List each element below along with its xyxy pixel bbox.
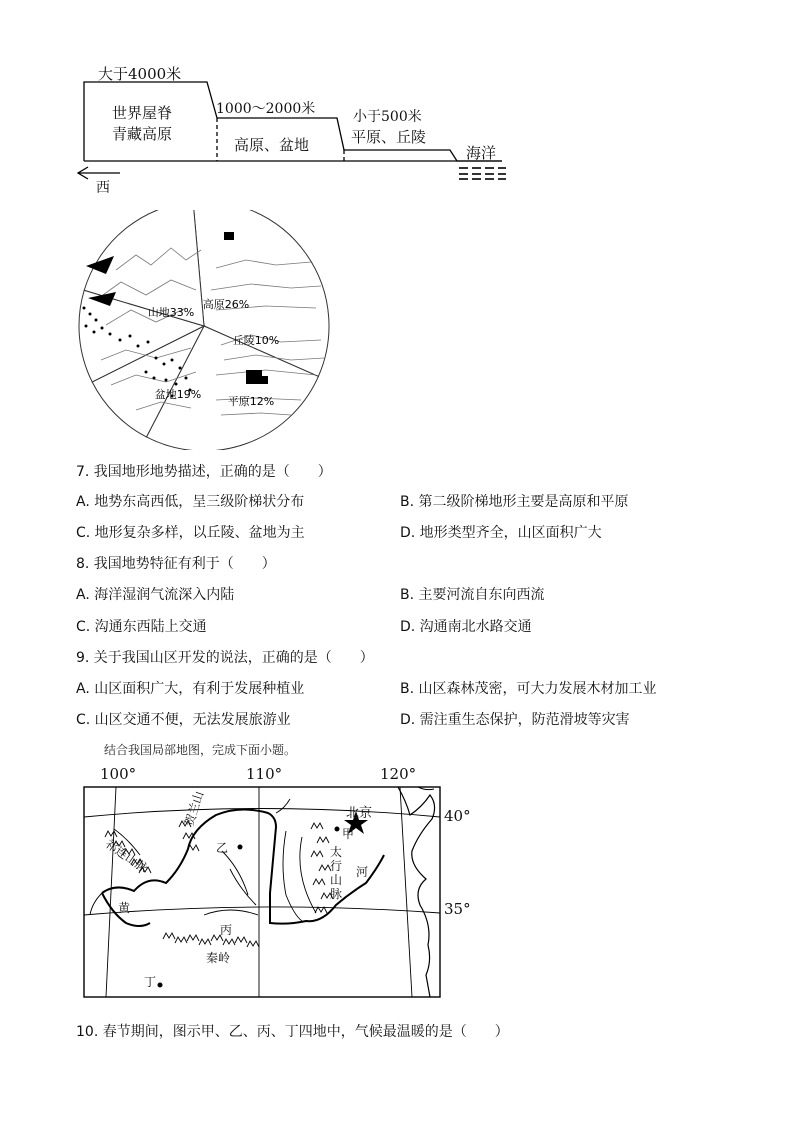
question-8-option-b[interactable]: B. 主要河流自东向西流 [400,587,545,603]
basin-stipple-dot [175,383,178,386]
basin-stipple-dot [129,335,132,338]
pie-slice-label: 平原12% [227,395,275,408]
point-yi-label: 乙 [216,841,229,855]
beijing-label: 北京 [346,806,373,821]
basin-stipple-dot [153,377,156,380]
plateau-name-line2: 青藏高原 [112,125,173,143]
question-9-option-c[interactable]: C. 山区交通不便，无法发展旅游业 [76,712,291,728]
yellow-river-label-huang: 黄 [118,901,131,915]
pie-slice-label: 高原26% [202,298,250,311]
mountain-symbol [235,937,247,943]
qilian-mountains-label: 祁连山脉 [102,836,151,876]
taihang-mountains-label: 太行山脉 [330,845,343,901]
question-7-option-a[interactable]: A. 地势东高西低，呈三级阶梯状分布 [76,494,305,510]
mountain-symbol [175,937,187,943]
mountain-symbol [163,933,175,939]
point-bing-label: 丙 [220,923,233,937]
basin-stipple-dot [165,379,168,382]
question-8-option-a[interactable]: A. 海洋湿润气流深入内陆 [76,587,235,603]
pie-slice-label: 山地33% [147,306,195,319]
basin-stipple-dot [95,319,98,322]
basin-stipple-dot [147,341,150,344]
regional-map-figure [80,765,500,1005]
terrain-staircase-figure [70,58,520,198]
lat-35-label: 35° [444,900,471,918]
pie-slice-label: 盆地19% [154,388,202,401]
mountain-symbol [247,941,259,947]
basin-stipple-dot [89,313,92,316]
question-7-stem: 7. 我国地形地势描述，正确的是（ ） [76,464,332,480]
basin-stipple-dot [85,325,88,328]
west-label: 西 [96,180,110,196]
pie-slice-label: 丘陵10% [232,334,280,347]
point-ding-label: 丁 [144,975,157,989]
mountain-symbol [183,833,195,839]
basin-stipple-dot [93,331,96,334]
question-9-stem: 9. 关于我国山区开发的说法，正确的是（ ） [76,650,374,666]
mountain-symbol [313,879,325,885]
basin-stipple-dot [179,367,182,370]
basin-stipple-dot [109,333,112,336]
question-9-option-a[interactable]: A. 山区面积广大，有利于发展种植业 [76,681,305,697]
lat-40-label: 40° [444,807,471,825]
mountain-symbol [223,939,235,945]
question-9-option-d[interactable]: D. 需注重生态保护，防范滑坡等灾害 [400,712,630,728]
ocean-label: 海洋 [466,144,497,162]
label-under-500m: 小于500米 [353,109,422,125]
label-1000-2000m: 1000～2000米 [216,101,316,117]
question-8-stem: 8. 我国地势特征有利于（ ） [76,556,276,572]
mid-step-name: 高原、盆地 [234,136,310,154]
question-8-option-c[interactable]: C. 沟通东西陆上交通 [76,619,207,635]
basin-stipple-dot [137,345,140,348]
yellow-river-label-he: 河 [356,865,369,879]
question-10-stem: 10. 春节期间，图示甲、乙、丙、丁四地中，气候最温暖的是（ ） [76,1024,509,1040]
lon-120-label: 120° [380,765,417,783]
helan-mountains-label: 贺兰山 [181,789,207,828]
basin-stipple-dot [119,339,122,342]
question-8-option-d[interactable]: D. 沟通南北水路交通 [400,619,532,635]
regional-map [80,765,500,1005]
mountain-symbol [317,837,329,843]
basin-stipple-dot [163,363,166,366]
basin-stipple-dot [145,371,148,374]
basin-stipple-dot [101,327,104,330]
mountain-symbol [311,851,323,857]
basin-stipple-dot [185,377,188,380]
point-jia-label: 甲 [342,827,355,841]
lon-100-label: 100° [100,765,137,783]
basin-stipple-dot [155,357,158,360]
mountain-symbol [187,935,199,941]
question-7-option-d[interactable]: D. 地形类型齐全，山区面积广大 [400,525,602,541]
low-step-name: 平原、丘陵 [351,128,427,146]
question-9-option-b[interactable]: B. 山区森林茂密，可大力发展木材加工业 [400,681,657,697]
mountain-symbol [311,823,323,829]
plateau-name-line1: 世界屋脊 [112,104,173,122]
question-7-option-c[interactable]: C. 地形复杂多样，以丘陵、盆地为主 [76,525,305,541]
terrain-pie-chart [76,210,336,450]
question-7-option-b[interactable]: B. 第二级阶梯地形主要是高原和平原 [400,494,629,510]
map-intro: 结合我国局部地图，完成下面小题。 [104,743,297,757]
label-over-4000m: 大于4000米 [98,65,182,83]
basin-stipple-dot [171,359,174,362]
lon-110-label: 110° [246,765,283,783]
mountain-symbol [199,939,211,945]
basin-stipple-dot [83,307,86,310]
terrain-pie-figure [76,210,336,450]
qinling-label: 秦岭 [206,951,231,965]
